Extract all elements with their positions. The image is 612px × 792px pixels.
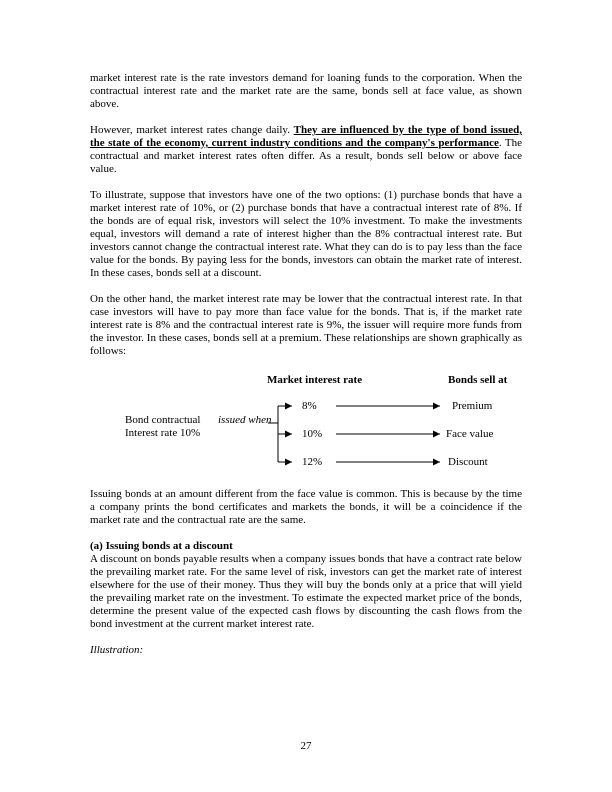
diagram-result-discount: Discount [448, 456, 488, 468]
bond-rate-diagram [90, 371, 522, 483]
diagram-rate-10: 10% [302, 428, 323, 440]
diagram-left-label-line1: Bond contractual [125, 414, 201, 426]
heading-issuing-bonds-at-discount: (a) Issuing bonds at a discount [90, 540, 233, 552]
diagram-result-face-value: Face value [446, 428, 494, 440]
diagram-result-premium: Premium [452, 400, 493, 412]
paragraph-discount-explanation: A discount on bonds payable results when a company issues bonds that have a contract rate below the prevailing market rate. For the same level of risk, investors can get the market rate of interest elsewhere for the use of their money. Thus they will buy the bonds only at a price that will yield the prevailing market rate on the investment. To estimate the expected market price of the bonds, determine the present value of the expected cash flows by discounting the cash flows from the bond investment at the current market interest rate. [90, 553, 522, 630]
illustration-label: Illustration: [90, 644, 144, 656]
diagram-rate-8: 8% [302, 400, 317, 412]
paragraph-rate-influences-lead: However, market interest rates change daily. [90, 124, 294, 136]
diagram-rate-12: 12% [302, 456, 323, 468]
paragraph-issuing-common: Issuing bonds at an amount different from the face value is common. This is because by the time a company prints the bond certificates and markets the bonds, it will be a coincidence if the market rate and the contractual rate are the same. [90, 488, 522, 526]
page-number: 27 [300, 740, 312, 752]
paragraph-rate-influences-tail: . The contractual and market interest rates often differ. As a result, bonds sell below or above face value. [90, 137, 522, 175]
paragraph-premium-illustration: On the other hand, the market interest rate may be lower that the contractual interest rate. In that case investors will have to pay more than face value for the bonds. That is, if the market rate interest rate is 8% and the contractual interest rate is 9%, the issuer will require more funds from the investor. In these cases, bonds sell at a premium. These relationships are shown graphically as follows: [90, 293, 522, 357]
diagram-issued-when-label: issued when [218, 414, 272, 426]
paragraph-discount-illustration: To illustrate, suppose that investors have one of the two options: (1) purchase bonds that have a market interest rate of 10%, or (2) purchase bonds that have a contractual interest rate of 8%. If the bonds are of equal risk, investors will select the 10% investment. To make the investments equal, investors will demand a rate of interest higher than the 8% contractual interest rate. But investors cannot change the contractual interest rate. What they can do is to pay less than the face value for the bonds. By paying less for the bonds, investors can obtain the market rate of interest. In these cases, bonds sell at a discount. [90, 189, 522, 279]
diagram-header-market-interest-rate: Market interest rate [267, 374, 363, 386]
paragraph-market-rate-definition: market interest rate is the rate investors demand for loaning funds to the corporation. When the contractual interest rate and the market rate are the same, bonds sell at face value, as shown above. [90, 72, 522, 110]
paragraph-rate-influences [90, 124, 522, 176]
diagram-left-label-line2: Interest rate 10% [125, 427, 201, 439]
page-content [90, 72, 522, 670]
diagram-header-bonds-sell-at: Bonds sell at [448, 374, 508, 386]
paragraph-rate-influences-emphasis: They are influenced by the type of bond issued, the state of the economy, current industry conditions and the company's performance [90, 124, 522, 149]
